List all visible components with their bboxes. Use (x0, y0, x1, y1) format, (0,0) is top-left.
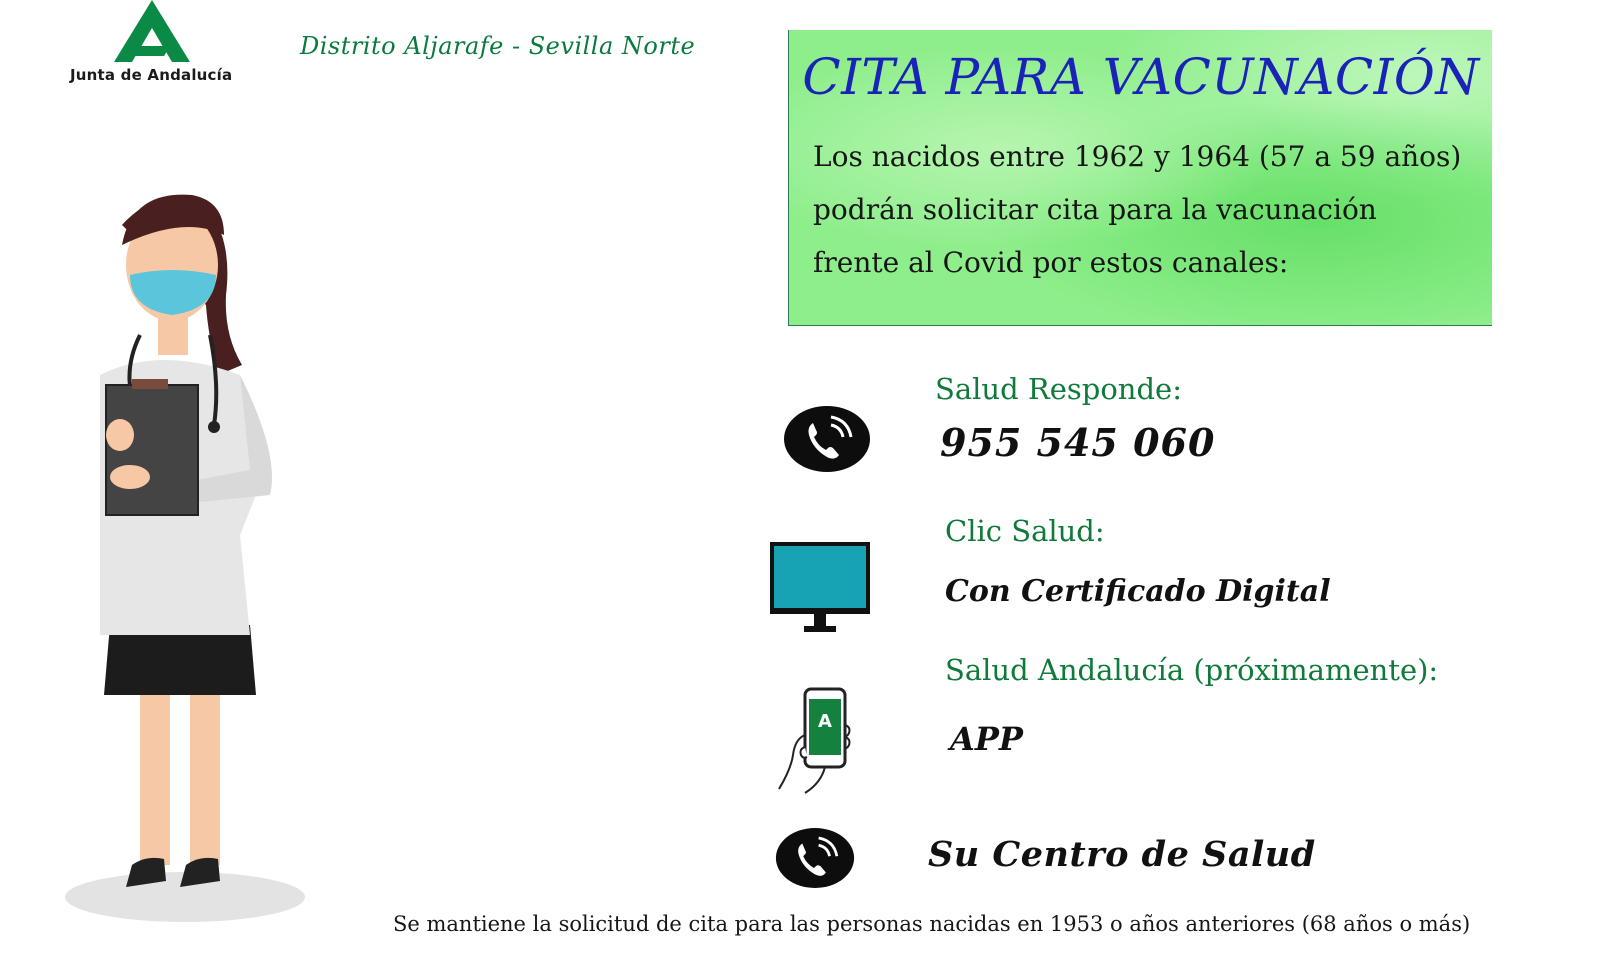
panel-title: CITA PARA VACUNACIÓN (802, 48, 1480, 106)
channel-value-certificado: Con Certificado Digital (945, 574, 1331, 609)
panel-body (813, 130, 1493, 289)
footer-note: Se mantiene la solicitud de cita para las personas nacidas en 1953 o años anteriores (68 años o más) (393, 912, 1471, 936)
info-panel (788, 30, 1492, 326)
smartphone-icon (775, 685, 855, 795)
logo-text: Junta de Andalucía (70, 66, 233, 84)
channel-label-salud-andalucia: Salud Andalucía (próximamente): (945, 653, 1439, 687)
channel-label-clic-salud: Clic Salud: (945, 514, 1105, 548)
panel-line: podrán solicitar cita para la vacunación (813, 193, 1377, 226)
monitor-icon (768, 540, 872, 636)
svg-text:A: A (818, 711, 832, 732)
channel-value-centro-salud: Su Centro de Salud (928, 834, 1316, 875)
channel-label-salud-responde: Salud Responde: (935, 372, 1182, 406)
panel-line: Los nacidos entre 1962 y 1964 (57 a 59 años) (813, 140, 1462, 173)
doctor-illustration (60, 185, 310, 945)
district-title: Distrito Aljarafe - Sevilla Norte (300, 32, 696, 60)
panel-line: frente al Covid por estos canales: (813, 246, 1289, 279)
channel-value-phone-number: 955 545 060 (940, 420, 1216, 465)
channel-value-app: APP (950, 720, 1023, 758)
phone-icon (783, 405, 871, 473)
phone-icon (775, 824, 855, 892)
